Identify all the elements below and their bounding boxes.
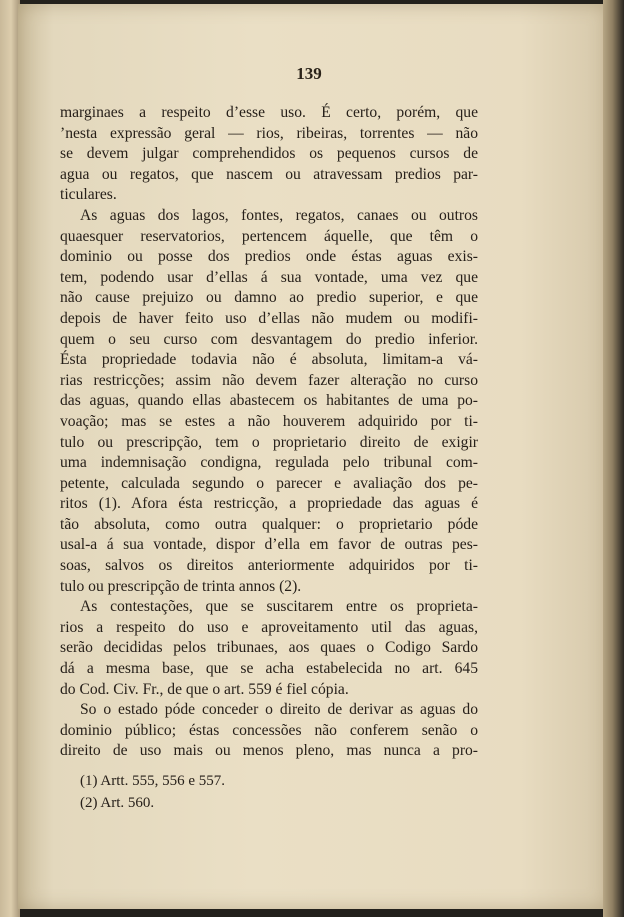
footnote: (1) Artt. 555, 556 e 557. <box>80 773 225 789</box>
text-line: depois de haver feito uso d’ellas não mudem ou modifi- <box>60 309 478 327</box>
text-line: ritos (1). Afora ésta restricção, a propriedade das aguas é <box>60 495 478 513</box>
text-line: Ésta propriedade todavia não é absoluta, limitam-a vá- <box>60 351 478 369</box>
text-line: marginaes a respeito d’esse uso. É certo, porém, que <box>60 104 478 121</box>
text-line: tão absoluta, como outra qualquer: o proprietario póde <box>60 515 478 533</box>
text-line: direito de uso mais ou menos pleno, mas nunca a pro- <box>60 742 478 760</box>
text-line: rios a respeito do uso e aproveitamento util das aguas, <box>60 618 478 636</box>
text-line: dominio público; éstas concessões não conferem senão o <box>60 721 478 739</box>
text-line: As contestações, que se suscitarem entre os proprieta- <box>80 598 478 616</box>
text-line: usal-a á sua vontade, dispor d’ella em favor de outras pes- <box>60 536 478 554</box>
text-line: das aguas, quando ellas abastecem os habitantes de uma po- <box>60 392 478 410</box>
page-edge-shadow <box>603 0 624 917</box>
page-number: 139 <box>296 64 322 83</box>
book-page <box>18 4 608 909</box>
text-line: quaesquer reservatorios, pertencem áquelle, que têm o <box>60 227 478 245</box>
text-line: se devem julgar comprehendidos os pequenos cursos de <box>60 145 478 163</box>
text-line: tulo ou prescripção de trinta annos (2). <box>60 577 302 595</box>
text-line: não cause prejuizo ou damno ao predio superior, e que <box>60 289 478 307</box>
text-line: serão decididas pelos tribunaes, aos quaes o Codigo Sardo <box>60 639 478 657</box>
text-line: agua ou regatos, que nascem ou atravessam predios par- <box>60 165 478 183</box>
text-line: tulo ou prescripção, tem o proprietario direito de exigir <box>60 433 478 451</box>
text-line: ticulares. <box>60 186 117 204</box>
text-line: tem, podendo usar d’ellas á sua vontade, uma vez que <box>60 268 478 286</box>
text-line: uma indemnisação condigna, regulada pelo tribunal com- <box>60 454 478 472</box>
text-line: petente, calculada segundo o parecer e avaliação dos pe- <box>60 474 478 492</box>
text-line: dominio ou posse dos predios onde éstas aguas exis- <box>60 248 478 266</box>
footnotes <box>80 770 460 814</box>
footnote: (2) Art. 560. <box>80 795 155 811</box>
text-line: dá a mesma base, que se acha estabelecida no art. 645 <box>60 660 478 678</box>
text-line: quem o seu curso com desvantagem do predio inferior. <box>60 330 478 348</box>
text-line: ’nesta expressão geral — rios, ribeiras, torrentes — não <box>60 124 478 142</box>
body-text <box>60 103 478 762</box>
previous-page-edge <box>0 0 20 917</box>
text-line: rias restricções; assim não devem fazer alteração no curso <box>60 371 478 389</box>
text-line: As aguas dos lagos, fontes, regatos, canaes ou outros <box>80 206 478 224</box>
text-line: soas, salvos os direitos anteriormente adquiridos por ti- <box>60 557 478 575</box>
text-line: voação; mas se estes a não houverem adquirido por ti- <box>60 412 478 430</box>
text-line: do Cod. Civ. Fr., de que o art. 559 é fiel cópia. <box>60 680 349 698</box>
text-line: So o estado póde conceder o direito de derivar as aguas do <box>80 701 478 719</box>
